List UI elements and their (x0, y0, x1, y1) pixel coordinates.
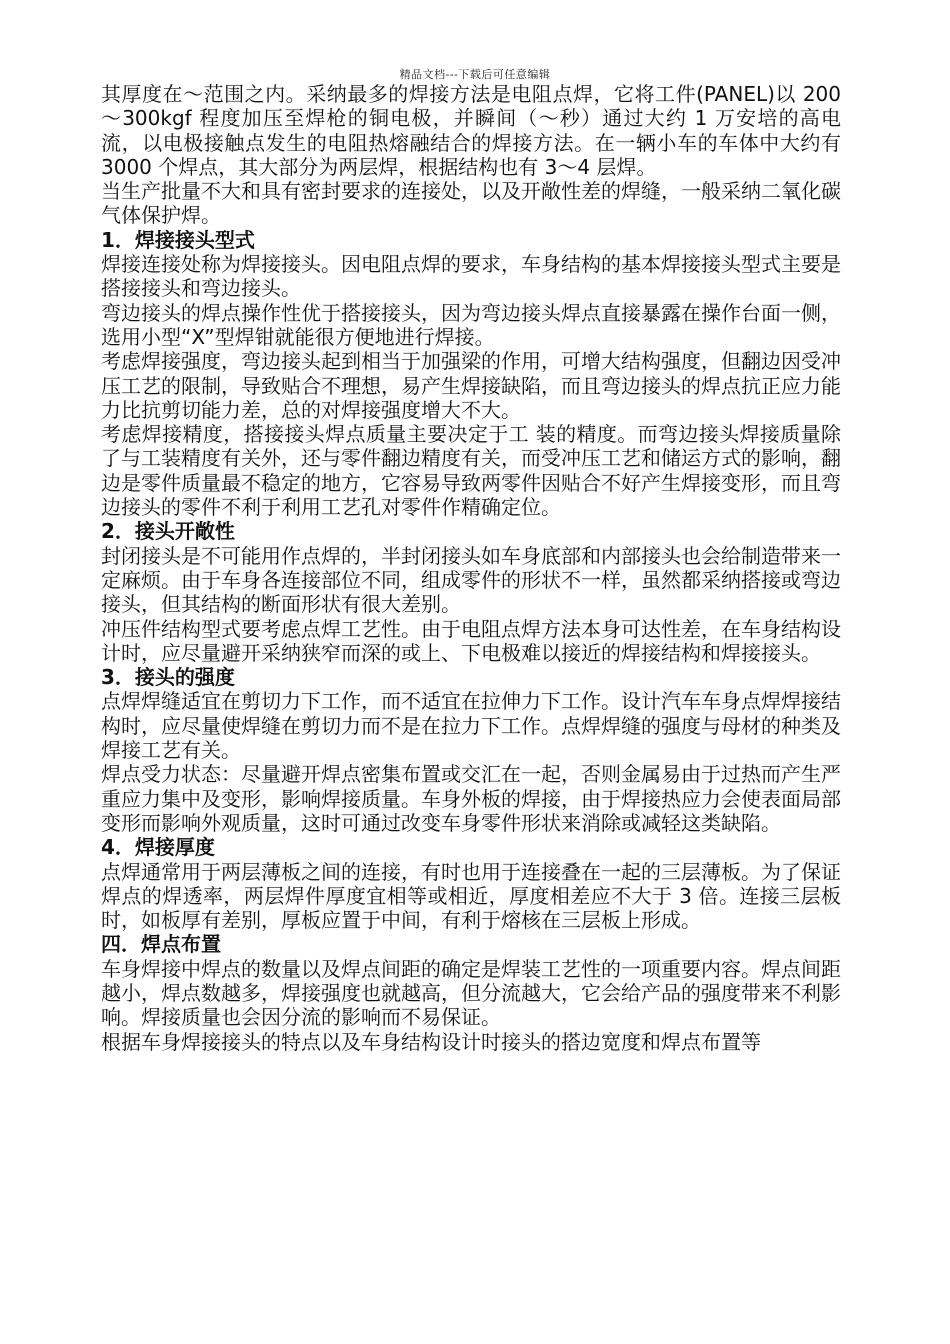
paragraph: 焊点受力状态：尽量避开焊点密集布置或交汇在一起，否则金属易由于过热而产生严重应力集中及变形，影响焊接质量。车身外板的焊接，由于焊接热应力会使表面局部变形而影响外观质量，这时可通过改变车身零件形状来消除或减轻这类缺陷。 (101, 762, 841, 835)
paragraph: 冲压件结构型式要考虑点焊工艺性。由于电阻点焊方法本身可达性差，在车身结构设计时，应尽量避开采纳狭窄而深的或上、下电极难以接近的焊接结构和焊接接头。 (101, 616, 841, 665)
paragraph: 点焊焊缝适宜在剪切力下工作，而不适宜在拉伸力下工作。设计汽车车身点焊焊接结构时，应尽量使焊缝在剪切力而不是在拉力下工作。点焊焊缝的强度与母材的种类及焊接工艺有关。 (101, 689, 841, 763)
section-heading: 四．焊点布置 (101, 932, 221, 957)
section-heading: 2．接头开敞性 (101, 519, 235, 544)
paragraph: 点焊通常用于两层薄板之间的连接，有时也用于连接叠在一起的三层薄板。为了保证焊点的焊透率，两层焊件厚度宜相等或相近，厚度相差应不大于 3 倍。连接三层板时，如板厚有差别，厚板应置于中间，有利于熔核在三层板上形成。 (101, 859, 841, 933)
paragraph: 根据车身焊接接头的特点以及车身结构设计时接头的搭边宽度和焊点布置等 (101, 1029, 761, 1054)
paragraph: 车身焊接中焊点的数量以及焊点间距的确定是焊装工艺性的一项重要内容。焊点间距越小，焊点数越多，焊接强度也就越高，但分流越大，它会给产品的强度带来不利影响。焊接质量也会因分流的影响而不易保证。 (101, 956, 841, 1030)
paragraph: 焊接连接处称为焊接接头。因电阻点焊的要求，车身结构的基本焊接接头型式主要是搭接接头和弯边接头。 (101, 252, 841, 301)
paragraph: 当生产批量不大和具有密封要求的连接处，以及开敞性差的焊缝，一般采纳二氧化碳气体保护焊。 (101, 179, 841, 228)
paragraph: 弯边接头的焊点操作性优于搭接接头，因为弯边接头焊点直接暴露在操作台面一侧，选用小型“X”型焊钳就能很方便地进行焊接。 (101, 300, 841, 349)
paragraph: 其厚度在～范围之内。采纳最多的焊接方法是电阻点焊，它将工件(PANEL)以 200～300kgf 程度加压至焊枪的铜电极，并瞬间（～秒）通过大约 1 万安培的高电流，以电极接触点发生的电阻热熔融结合的焊接方法。在一辆小车的车体中大约有 3000 个焊点，其大部分为两层焊，根据结构也有 3～4 层焊。 (101, 82, 841, 179)
document-body (101, 82, 841, 1054)
paragraph: 考虑焊接强度，弯边接头起到相当于加强梁的作用，可增大结构强度，但翻边因受冲压工艺的限制，导致贴合不理想，易产生焊接缺陷，而且弯边接头的焊点抗正应力能力比抗剪切能力差，总的对焊接强度增大不大。 (101, 349, 841, 422)
section-heading: 3．接头的强度 (101, 665, 235, 690)
section-heading: 1．焊接接头型式 (101, 227, 255, 252)
paragraph: 考虑焊接精度，搭接接头焊点质量主要决定于工 装的精度。而弯边接头焊接质量除了与工装精度有关外，还与零件翻边精度有关，而受冲压工艺和储运方式的影响，翻边是零件质量最不稳定的地方，它容易导致两零件因贴合不好产生焊接变形，而且弯边接头的零件不利于利用工艺孔对零件作精确定位。 (101, 422, 841, 520)
page-header: 精品文档---下载后可任意编辑 (399, 68, 551, 81)
paragraph: 封闭接头是不可能用作点焊的，半封闭接头如车身底部和内部接头也会给制造带来一定麻烦。由于车身各连接部位不同，组成零件的形状不一样，虽然都采纳搭接或弯边接头，但其结构的断面形状有很大差别。 (101, 543, 841, 617)
section-heading: 4．焊接厚度 (101, 835, 215, 860)
